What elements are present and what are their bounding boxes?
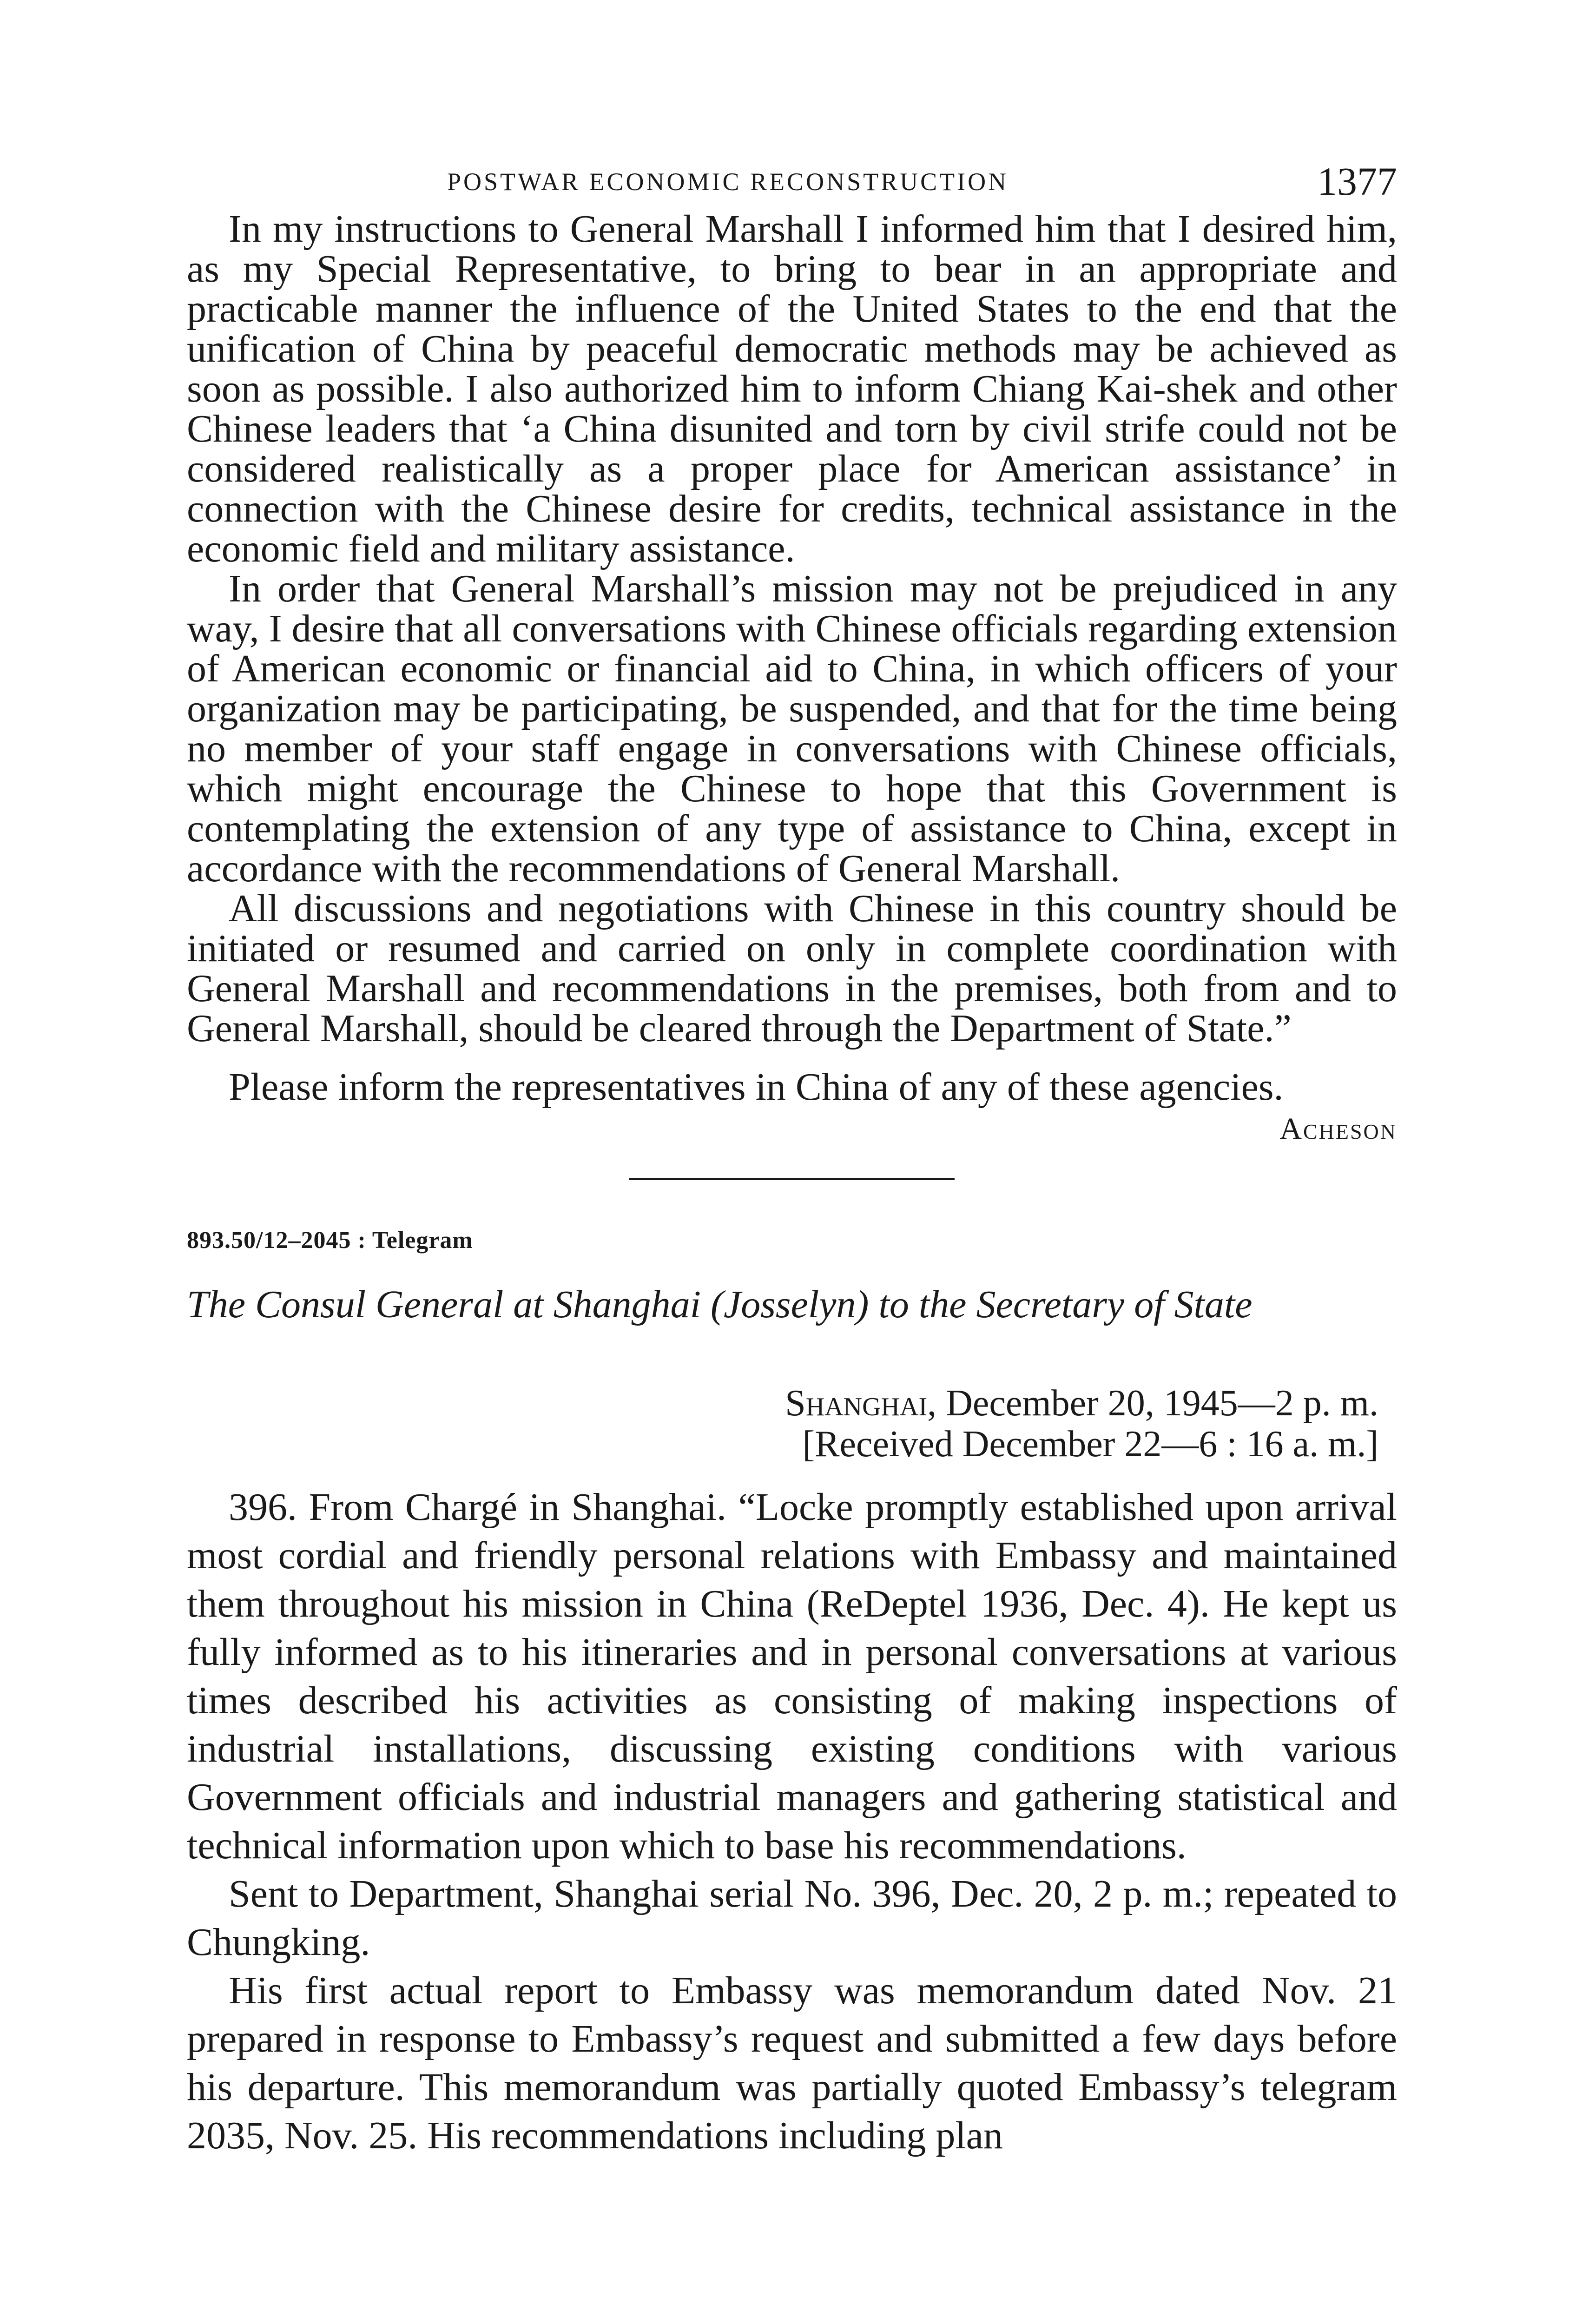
paragraph: All discussions and negotiations with Chinese in this country should be initiated or resumed and carried on only in complete coordination with General Marshall and recommendations in the premises, both from and to General Marshall, should be cleared through the Department of State.” [187,887,1397,1050]
paragraph: 396. From Chargé in Shanghai. “Locke promptly established upon arrival most cordial and friendly personal relations with Embassy and maintained them throughout his mission in China (ReDeptel 1936, Dec. 4). He kept us fully informed as to his itineraries and in personal conversations at various times described his activities as consisting of making inspections of industrial installations, discussing existing conditions with various Government officials and industrial managers and gathering statistical and technical information upon which to base his recommendations. [187,1486,1397,1867]
dateline-sent [187,1383,1378,1424]
paragraph: In my instructions to General Marshall I informed him that I desired him, as my Special Representative, to bring to bear in an appropriate and practicable manner the influence of the United States to the end that the unification of China by peaceful democratic methods may be achieved as soon as possible. I also authorized him to inform Chiang Kai-shek and other Chinese leaders that ‘a China disunited and torn by civil strife could not be considered realistically as a proper place for American assistance’ in connection with the Chinese desire for credits, technical assistance in the economic field and military assistance. [187,207,1397,570]
dateline-received: [Received December 22—6 : 16 a. m.] [802,1424,1378,1465]
dateline-date: , December 20, 1945—2 p. m. [927,1383,1378,1424]
paragraph: Sent to Department, Shanghai serial No. 396, Dec. 20, 2 p. m.; repeated to Chungking. [187,1872,1397,1964]
running-header [187,158,1397,209]
telegram-body [187,1483,1397,2160]
paragraph: In order that General Marshall’s mission may not be prejudiced in any way, I desire that all conversations with Chinese officials regarding extension of American economic or financial aid to China, in which officers of your organization may be participating, be suspended, and that for the time being no member of your staff engage in conversations with Chinese officials, which might encourage the Chinese to hope that this Government is contemplating the extension of any type of assistance to China, except in accordance with the recommendations of General Marshall. [187,567,1397,890]
paragraph: His first actual report to Embassy was memorandum dated Nov. 21 prepared in response to Embassy’s request and submitted a few days before his departure. This memorandum was partially quoted Embassy’s telegram 2035, Nov. 25. His recommendations including plan [187,1969,1397,2157]
document-title: The Consul General at Shanghai (Josselyn) to the Secretary of State [187,1283,1253,1326]
running-title: POSTWAR ECONOMIC RECONSTRUCTION [447,168,1009,196]
document-page [187,158,1397,2160]
dateline-place: Shanghai [785,1383,928,1424]
file-reference: 893.50/12–2045 : Telegram [187,1227,473,1254]
section-divider [629,1178,955,1180]
page-number: 1377 [1317,159,1397,204]
signature: Acheson [1279,1112,1397,1146]
letter-continuation [187,209,1397,1149]
dateline [187,1383,1397,1465]
closing-paragraph: Please inform the representatives in China of any of these agencies. [229,1065,1284,1109]
